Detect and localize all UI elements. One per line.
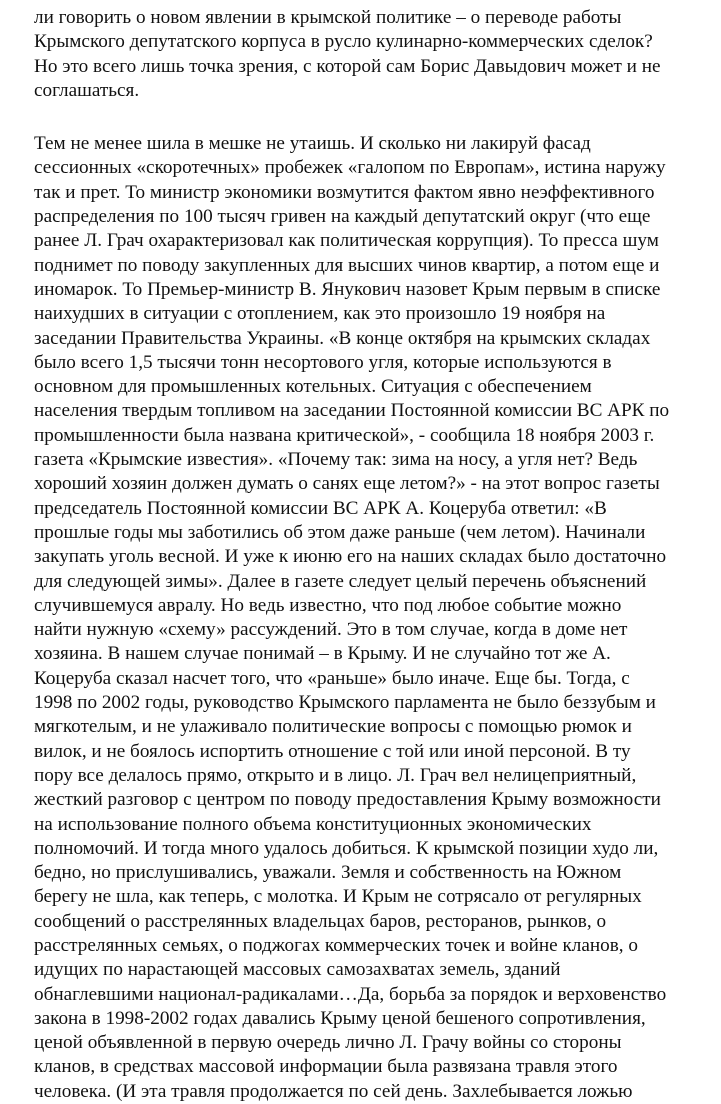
text-line: Но это всего лишь точка зрения, с которой сам Борис Давыдович может и не — [34, 55, 661, 77]
text-line: мягкотелым, и не улаживало политические вопросы с помощью рюмок и — [34, 716, 632, 738]
text-line: кланов, в средствах массовой информации была развязана травля этого — [34, 1056, 618, 1078]
text-line: прошлые годы мы заботились об этом даже раньше (чем летом). Начинали — [34, 521, 646, 543]
text-line: Коцеруба сказал насчет того, что «раньше» было иначе. Еще бы. Тогда, с — [34, 667, 630, 689]
text-line: закупать уголь весной. И уже к июню его на наших складах было достаточно — [34, 546, 667, 568]
text-line: для следующей зимы». Далее в газете следует целый перечень объяснений — [34, 570, 647, 592]
text-line: пору все делалось прямо, открыто и в лицо. Л. Грач вел нелицеприятный, — [34, 764, 637, 786]
text-line: Крымского депутатского корпуса в русло кулинарно-коммерческих сделок? — [34, 31, 653, 53]
text-line: случившемуся авралу. Но ведь известно, что под любое событие можно — [34, 594, 622, 616]
text-line: вилок, и не боялось испортить отношение с той или иной персоной. В ту — [34, 740, 631, 762]
text-line: хороший хозяин должен думать о санях еще летом?» - на этот вопрос газеты — [34, 473, 660, 495]
text-line: берегу не шла, как теперь, с молотка. И Крым не сотрясало от регулярных — [34, 886, 642, 908]
document-page — [34, 6, 714, 1104]
text-line: сессионных «скоротечных» пробежек «галопом по Европам», истина наружу — [34, 157, 666, 179]
text-line: председатель Постоянной комиссии ВС АРК А. Коцеруба ответил: «В — [34, 497, 607, 519]
text-line: на использование полного объема конституционных экономических — [34, 813, 592, 835]
text-line: жесткий разговор с центром по поводу предоставления Крыму возможности — [34, 789, 661, 811]
text-line: соглашаться. — [34, 79, 140, 101]
paragraph-spacer — [34, 103, 714, 132]
text-line: поднимет по поводу закупленных для высших чинов квартир, а потом еще и — [34, 254, 660, 276]
paragraph-1 — [34, 6, 714, 103]
text-line: наихудших в ситуации с отоплением, как это произошло 19 ноября на — [34, 303, 606, 325]
text-line: промышленности была названа критической», - сообщила 18 ноября 2003 г. — [34, 424, 655, 446]
text-line: 1998 по 2002 годы, руководство Крымского парламента не было беззубым и — [34, 692, 656, 714]
text-line: иномарок. То Премьер-министр В. Янукович назовет Крым первым в списке — [34, 278, 661, 300]
text-line: было всего 1,5 тысячи тонн несортового угля, которые используются в — [34, 351, 612, 373]
text-line: Тем не менее шила в мешке не утаишь. И сколько ни лакируй фасад — [34, 133, 591, 155]
text-line: заседании Правительства Украины. «В конце октября на крымских складах — [34, 327, 651, 349]
text-line: найти нужную «схему» рассуждений. Это в том случае, когда в доме нет — [34, 619, 628, 641]
paragraph-2 — [34, 132, 714, 1104]
text-line: человека. (И эта травля продолжается по сей день. Захлебывается ложью — [34, 1080, 633, 1102]
text-line: закона в 1998-2002 годах давались Крыму ценой бешеного сопротивления, — [34, 1007, 646, 1029]
text-line: хозяина. В нашем случае понимай – в Крыму. И не случайно тот же А. — [34, 643, 611, 665]
text-line: газета «Крымские известия». «Почему так: зима на носу, а угля нет? Ведь — [34, 449, 638, 471]
text-line: ли говорить о новом явлении в крымской политике – о переводе работы — [34, 7, 622, 28]
text-line: бедно, но прислушивались, уважали. Земля и собственность на Южном — [34, 862, 622, 884]
text-line: идущих по нарастающей массовых самозахватах земель, зданий — [34, 959, 561, 981]
text-line: ценой объявленной в первую очередь лично Л. Грачу войны со стороны — [34, 1032, 622, 1054]
text-line: расстрелянных семьях, о поджогах коммерческих точек и войне кланов, о — [34, 934, 638, 956]
text-line: так и прет. То министр экономики возмутится фактом явно неэффективного — [34, 181, 655, 203]
text-line: распределения по 100 тысяч гривен на каждый депутатский округ (что еще — [34, 206, 651, 228]
text-line: основном для промышленных котельных. Ситуация с обеспечением — [34, 376, 592, 398]
text-line: населения твердым топливом на заседании Постоянной комиссии ВС АРК по — [34, 400, 670, 422]
text-line: обнаглевшими национал-радикалами…Да, борьба за порядок и верховенство — [34, 983, 667, 1005]
text-line: полномочий. И тогда много удалось добиться. К крымской позиции худо ли, — [34, 837, 659, 859]
text-line: ранее Л. Грач охарактеризовал как политическая коррупция). То пресса шум — [34, 230, 659, 252]
text-line: сообщений о расстрелянных владельцах баров, ресторанов, рынков, о — [34, 910, 607, 932]
